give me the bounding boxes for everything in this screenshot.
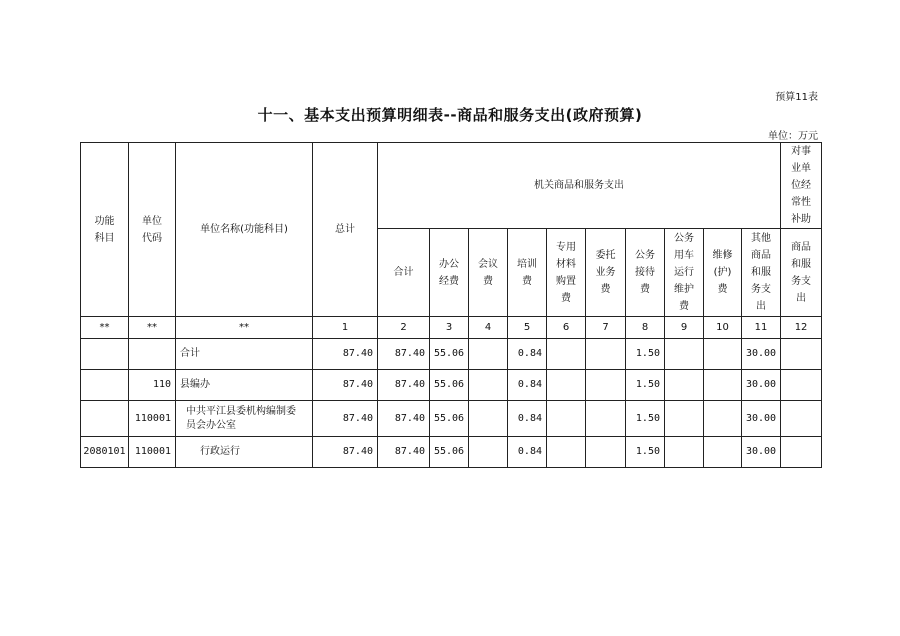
budget-table (80, 142, 822, 468)
value-cell (547, 437, 586, 468)
table-row (81, 437, 822, 468)
value-cell (547, 401, 586, 437)
value-cell (781, 339, 822, 370)
value-cell: 87.40 (378, 437, 430, 468)
value-cell (665, 370, 704, 401)
value-cell: 55.06 (430, 437, 469, 468)
value-cell (469, 401, 508, 437)
header-sub: 其他商品和服务支出 (742, 229, 781, 317)
value-cell (665, 401, 704, 437)
header-sub: 维修(护)费 (704, 229, 742, 317)
value-cell (469, 370, 508, 401)
value-cell (469, 339, 508, 370)
code-cell: 110 (129, 370, 176, 401)
total-cell: 87.40 (313, 339, 378, 370)
code-cell: 110001 (129, 437, 176, 468)
value-cell: 1.50 (626, 401, 665, 437)
func-cell (81, 370, 129, 401)
header-unit-code: 单位代码 (129, 143, 176, 317)
header-sub: 培训费 (508, 229, 547, 317)
table-row (81, 401, 822, 437)
form-number: 预算11表 (775, 92, 818, 103)
name-cell: 合计 (176, 339, 313, 370)
index-cell: 9 (665, 317, 704, 339)
value-cell: 87.40 (378, 370, 430, 401)
name-cell: 县编办 (176, 370, 313, 401)
value-cell: 0.84 (508, 401, 547, 437)
header-unit-name: 单位名称(功能科目) (176, 143, 313, 317)
table-row (81, 370, 822, 401)
func-cell (81, 401, 129, 437)
header-sub: 商品和服务支出 (781, 229, 822, 317)
value-cell (547, 370, 586, 401)
value-cell (781, 370, 822, 401)
header-sub: 专用材料购置费 (547, 229, 586, 317)
index-cell: 3 (430, 317, 469, 339)
header-group-subsidy: 对事业单位经常性补助 (781, 143, 822, 229)
value-cell (704, 401, 742, 437)
value-cell (781, 401, 822, 437)
index-cell: 1 (313, 317, 378, 339)
value-cell (586, 339, 626, 370)
value-cell: 30.00 (742, 401, 781, 437)
name-cell: 中共平江县委机构编制委员会办公室 (176, 401, 313, 437)
value-cell (704, 437, 742, 468)
header-sub: 会议费 (469, 229, 508, 317)
index-cell: ** (176, 317, 313, 339)
value-cell (469, 437, 508, 468)
value-cell (704, 370, 742, 401)
value-cell: 0.84 (508, 339, 547, 370)
value-cell: 55.06 (430, 370, 469, 401)
func-cell (81, 339, 129, 370)
index-cell: 4 (469, 317, 508, 339)
index-cell: 7 (586, 317, 626, 339)
header-sub: 公务接待费 (626, 229, 665, 317)
value-cell: 0.84 (508, 370, 547, 401)
value-cell (665, 339, 704, 370)
header-sub: 公务用车运行维护费 (665, 229, 704, 317)
value-cell: 55.06 (430, 401, 469, 437)
total-cell: 87.40 (313, 401, 378, 437)
header-group-org: 机关商品和服务支出 (378, 143, 781, 229)
code-cell (129, 339, 176, 370)
index-cell: 11 (742, 317, 781, 339)
value-cell: 1.50 (626, 339, 665, 370)
header-sub: 办公经费 (430, 229, 469, 317)
index-cell: 10 (704, 317, 742, 339)
value-cell: 1.50 (626, 437, 665, 468)
code-cell: 110001 (129, 401, 176, 437)
value-cell (586, 437, 626, 468)
value-cell (586, 370, 626, 401)
value-cell: 55.06 (430, 339, 469, 370)
value-cell: 87.40 (378, 339, 430, 370)
index-cell: ** (81, 317, 129, 339)
unit-label: 单位：万元 (768, 131, 818, 142)
index-cell: 8 (626, 317, 665, 339)
header-func-subject: 功能科目 (81, 143, 129, 317)
total-cell: 87.40 (313, 437, 378, 468)
value-cell: 30.00 (742, 370, 781, 401)
value-cell (665, 437, 704, 468)
value-cell (547, 339, 586, 370)
index-cell: 6 (547, 317, 586, 339)
value-cell: 30.00 (742, 437, 781, 468)
value-cell (704, 339, 742, 370)
header-sub: 委托业务费 (586, 229, 626, 317)
table-row (81, 339, 822, 370)
index-cell: ** (129, 317, 176, 339)
header-total: 总计 (313, 143, 378, 317)
func-cell: 2080101 (81, 437, 129, 468)
header-sub: 合计 (378, 229, 430, 317)
value-cell (586, 401, 626, 437)
value-cell: 1.50 (626, 370, 665, 401)
index-cell: 12 (781, 317, 822, 339)
index-cell: 2 (378, 317, 430, 339)
value-cell (781, 437, 822, 468)
value-cell: 30.00 (742, 339, 781, 370)
page-title: 十一、基本支出预算明细表--商品和服务支出(政府预算) (257, 106, 643, 124)
index-cell: 5 (508, 317, 547, 339)
value-cell: 87.40 (378, 401, 430, 437)
name-cell: 行政运行 (176, 437, 313, 468)
value-cell: 0.84 (508, 437, 547, 468)
total-cell: 87.40 (313, 370, 378, 401)
